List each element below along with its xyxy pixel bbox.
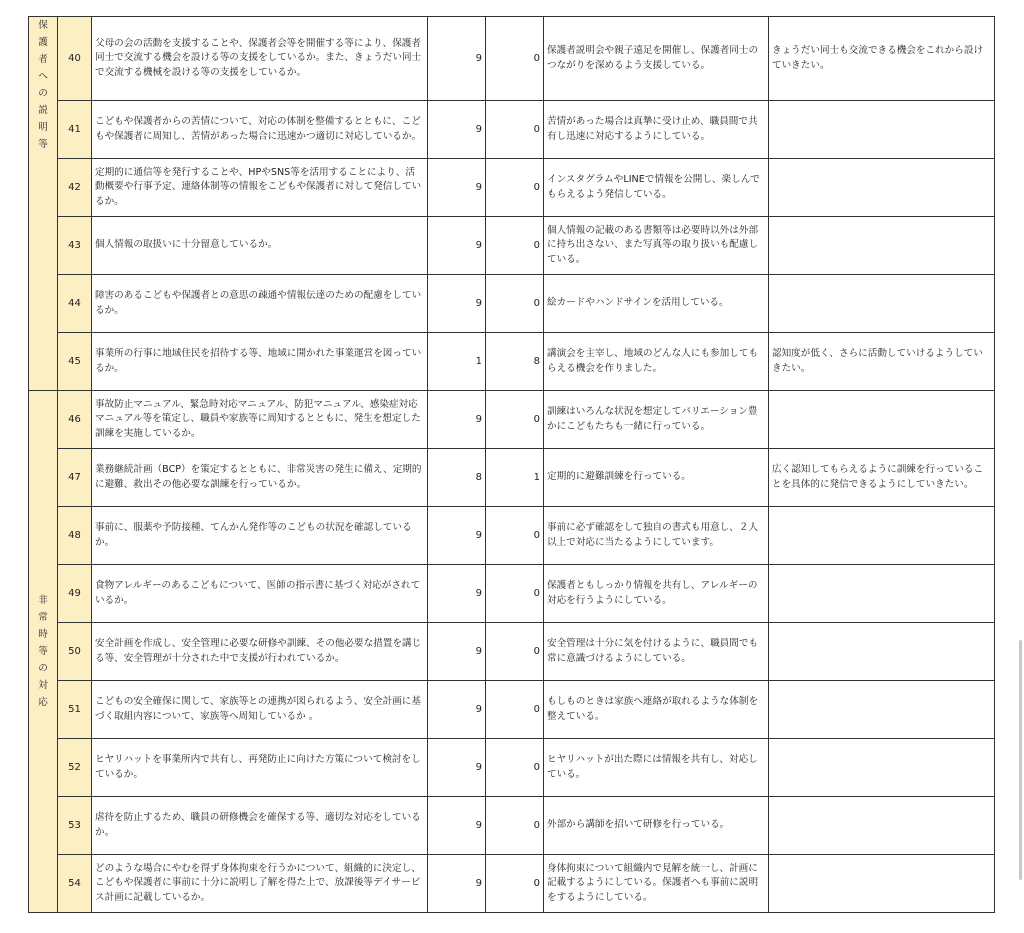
yes-count: 9 (428, 391, 486, 449)
no-count: 0 (486, 855, 544, 913)
improvement-comment (769, 391, 995, 449)
table-row (29, 449, 995, 507)
action-comment: 保護者ともしっかり情報を共有し、アレルギーの対応を行うようにしている。 (544, 565, 769, 623)
evaluation-item: こどもや保護者からの苦情について、対応の体制を整備するとともに、こどもや保護者に周知し、苦情があった場合に迅速かつ適切に対応しているか。 (92, 101, 428, 159)
yes-count: 9 (428, 507, 486, 565)
improvement-comment (769, 101, 995, 159)
action-comment: 苦情があった場合は真摯に受け止め、職員間で共有し迅速に対応するようにしている。 (544, 101, 769, 159)
table-row (29, 275, 995, 333)
evaluation-item: 虐待を防止するため、職員の研修機会を確保する等、適切な対応をしているか。 (92, 797, 428, 855)
scrollbar[interactable] (1019, 640, 1022, 880)
evaluation-item: 事故防止マニュアル、緊急時対応マニュアル、防犯マニュアル、感染症対応マニュアル等を策定し、職員や家族等に周知するとともに、発生を想定した訓練を実施しているか。 (92, 391, 428, 449)
row-number: 53 (58, 797, 92, 855)
action-comment: 外部から講師を招いて研修を行っている。 (544, 797, 769, 855)
no-count: 0 (486, 275, 544, 333)
no-count: 0 (486, 739, 544, 797)
evaluation-item: 父母の会の活動を支援することや、保護者会等を開催する等により、保護者同士で交流する機会を設ける等の支援をしているか。また、きょうだい同士で交流する機械を設ける等の支援をしているか。 (92, 17, 428, 101)
no-count: 1 (486, 449, 544, 507)
action-comment: 身体拘束について組織内で見解を統一し、計画に記載するようにしている。保護者へも事前に説明をするようにしている。 (544, 855, 769, 913)
action-comment: インスタグラムやLINEで情報を公開し、楽しんでもらえるよう発信している。 (544, 159, 769, 217)
yes-count: 1 (428, 333, 486, 391)
action-comment: 保護者説明会や親子遠足を開催し、保護者同士のつながりを深めるよう支援している。 (544, 17, 769, 101)
improvement-comment (769, 739, 995, 797)
table-row (29, 797, 995, 855)
row-number: 54 (58, 855, 92, 913)
table-row (29, 391, 995, 449)
yes-count: 9 (428, 681, 486, 739)
no-count: 0 (486, 217, 544, 275)
action-comment: 個人情報の記載のある書類等は必要時以外は外部に持ち出さない、また写真等の取り扱いも配慮している。 (544, 217, 769, 275)
no-count: 0 (486, 17, 544, 101)
evaluation-item: 事業所の行事に地域住民を招待する等、地域に開かれた事業運営を図っているか。 (92, 333, 428, 391)
improvement-comment (769, 275, 995, 333)
evaluation-item: 業務継続計画（BCP）を策定するとともに、非常災害の発生に備え、定期的に避難、救出その他必要な訓練を行っているか。 (92, 449, 428, 507)
table-row (29, 565, 995, 623)
yes-count: 9 (428, 101, 486, 159)
action-comment: 事前に必ず確認をして独自の書式も用意し、２人以上で対応に当たるようにしています。 (544, 507, 769, 565)
action-comment: 講演会を主宰し、地域のどんな人にも参加してもらえる機会を作りました。 (544, 333, 769, 391)
table-row (29, 217, 995, 275)
section-label: 保護者への説明等 (29, 17, 58, 391)
action-comment: ヒヤリハットが出た際には情報を共有し、対応している。 (544, 739, 769, 797)
evaluation-item: 障害のあるこどもや保護者との意思の疎通や情報伝達のための配慮をしているか。 (92, 275, 428, 333)
no-count: 0 (486, 159, 544, 217)
row-number: 50 (58, 623, 92, 681)
improvement-comment: 広く認知してもらえるように訓練を行っていることを具体的に発信できるようにしていきたい。 (769, 449, 995, 507)
evaluation-item: 定期的に通信等を発行することや、HPやSNS等を活用することにより、活動概要や行事予定、連絡体制等の情報をこどもや保護者に対して発信しているか。 (92, 159, 428, 217)
improvement-comment (769, 507, 995, 565)
improvement-comment (769, 623, 995, 681)
row-number: 52 (58, 739, 92, 797)
table-row (29, 17, 995, 101)
evaluation-item: 食物アレルギーのあるこどもについて、医師の指示書に基づく対応がされているか。 (92, 565, 428, 623)
table-row (29, 855, 995, 913)
row-number: 51 (58, 681, 92, 739)
no-count: 0 (486, 101, 544, 159)
action-comment: 安全管理は十分に気を付けるように、職員間でも常に意識づけるようにしている。 (544, 623, 769, 681)
table-row (29, 333, 995, 391)
table-row (29, 681, 995, 739)
row-number: 40 (58, 17, 92, 101)
action-comment: もしものときは家族へ連絡が取れるような体制を整えている。 (544, 681, 769, 739)
table-row (29, 159, 995, 217)
action-comment: 定期的に避難訓練を行っている。 (544, 449, 769, 507)
action-comment: 絵カードやハンドサインを活用している。 (544, 275, 769, 333)
no-count: 0 (486, 797, 544, 855)
yes-count: 9 (428, 565, 486, 623)
section-label: 非常時等の対応 (29, 391, 58, 913)
improvement-comment: きょうだい同士も交流できる機会をこれから設けていきたい。 (769, 17, 995, 101)
table-row (29, 623, 995, 681)
row-number: 45 (58, 333, 92, 391)
no-count: 0 (486, 565, 544, 623)
evaluation-item: どのような場合にやむを得ず身体拘束を行うかについて、組織的に決定し、こどもや保護者に事前に十分に説明し了解を得た上で、放課後等デイサービス計画に記載しているか。 (92, 855, 428, 913)
improvement-comment (769, 797, 995, 855)
improvement-comment (769, 681, 995, 739)
improvement-comment: 認知度が低く、さらに活動していけるようしていきたい。 (769, 333, 995, 391)
row-number: 42 (58, 159, 92, 217)
row-number: 43 (58, 217, 92, 275)
row-number: 48 (58, 507, 92, 565)
evaluation-item: 個人情報の取扱いに十分留意しているか。 (92, 217, 428, 275)
yes-count: 8 (428, 449, 486, 507)
evaluation-table (28, 16, 995, 913)
action-comment: 訓練はいろんな状況を想定してバリエーション豊かにこどもたちも一緒に行っている。 (544, 391, 769, 449)
evaluation-item: こどもの安全確保に関して、家族等との連携が図られるよう、安全計画に基づく取組内容について、家族等へ周知しているか 。 (92, 681, 428, 739)
yes-count: 9 (428, 623, 486, 681)
no-count: 0 (486, 391, 544, 449)
no-count: 0 (486, 507, 544, 565)
row-number: 49 (58, 565, 92, 623)
yes-count: 9 (428, 739, 486, 797)
evaluation-item: 事前に、服薬や予防接種、てんかん発作等のこどもの状況を確認しているか。 (92, 507, 428, 565)
table-row (29, 739, 995, 797)
row-number: 46 (58, 391, 92, 449)
table-row (29, 507, 995, 565)
improvement-comment (769, 565, 995, 623)
yes-count: 9 (428, 797, 486, 855)
evaluation-item: ヒヤリハットを事業所内で共有し、再発防止に向けた方策について検討をしているか。 (92, 739, 428, 797)
no-count: 0 (486, 623, 544, 681)
yes-count: 9 (428, 17, 486, 101)
yes-count: 9 (428, 159, 486, 217)
yes-count: 9 (428, 217, 486, 275)
no-count: 0 (486, 681, 544, 739)
no-count: 8 (486, 333, 544, 391)
improvement-comment (769, 159, 995, 217)
row-number: 41 (58, 101, 92, 159)
yes-count: 9 (428, 855, 486, 913)
row-number: 44 (58, 275, 92, 333)
table-row (29, 101, 995, 159)
improvement-comment (769, 855, 995, 913)
improvement-comment (769, 217, 995, 275)
yes-count: 9 (428, 275, 486, 333)
row-number: 47 (58, 449, 92, 507)
evaluation-item: 安全計画を作成し、安全管理に必要な研修や訓練、その他必要な措置を講じる等、安全管理が十分された中で支援が行われているか。 (92, 623, 428, 681)
